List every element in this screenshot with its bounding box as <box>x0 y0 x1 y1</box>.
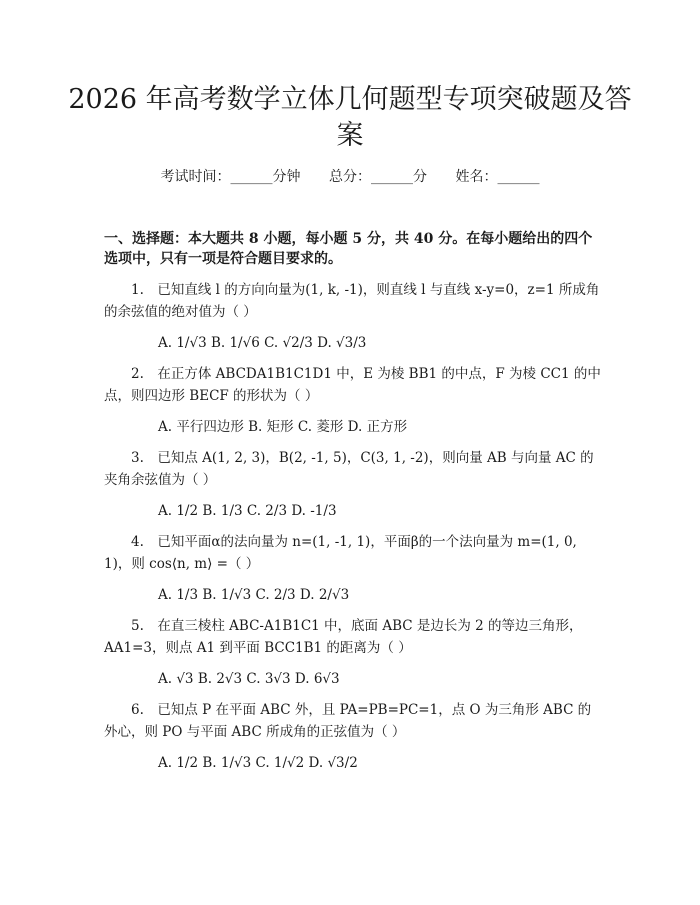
question-5-options: A. √3 B. 2√3 C. 3√3 D. 6√3 <box>158 671 340 687</box>
question-text: 6. 已知点 P 在平面 ABC 外，且 PA=PB=PC=1，点 O 为三角形 ABC 的外心，则 PO 与平面 ABC 所成角的正弦值为（ ） <box>104 702 592 740</box>
question-1-options: A. 1/√3 B. 1/√6 C. √2/3 D. √3/3 <box>158 335 367 351</box>
total-score-field: 总分：______分 <box>329 169 427 185</box>
question-text: 1. 已知直线 l 的方向向量为(1, k, -1)，则直线 l 与直线 x-y=0，z=1 所成角的余弦值的绝对值为（ ） <box>104 282 600 320</box>
question-1 <box>104 279 604 323</box>
section-heading: 一、选择题：本大题共 8 小题，每小题 5 分，共 40 分。在每小题给出的四个选项中，只有一项是符合题目要求的。 <box>104 231 593 267</box>
question-3 <box>104 447 604 491</box>
exam-time-field: 考试时间：______分钟 <box>160 169 301 185</box>
question-text: 5. 在直三棱柱 ABC-A1B1C1 中，底面 ABC 是边长为 2 的等边三角形，AA1=3，则点 A1 到平面 BCC1B1 的距离为（ ） <box>104 618 583 656</box>
exam-meta-line <box>0 167 700 187</box>
question-3-options: A. 1/2 B. 1/3 C. 2/3 D. -1/3 <box>158 503 337 519</box>
question-text: 4. 已知平面α的法向量为 n=(1, -1, 1)，平面β的一个法向量为 m=(1, 0, 1)，则 cos⟨n, m⟩ =（ ） <box>104 534 577 572</box>
question-text: 3. 已知点 A(1, 2, 3)，B(2, -1, 5)，C(3, 1, -2)，则向量 AB 与向量 AC 的夹角余弦值为（ ） <box>104 450 594 488</box>
question-5 <box>104 615 604 659</box>
document-title: 2026 年高考数学立体几何题型专项突破题及答案 <box>68 84 632 151</box>
question-6-options: A. 1/2 B. 1/√3 C. 1/√2 D. √3/2 <box>158 755 358 771</box>
question-4-options: A. 1/3 B. 1/√3 C. 2/3 D. 2/√3 <box>158 587 350 603</box>
student-name-field: 姓名：______ <box>455 169 540 185</box>
question-4 <box>104 531 604 575</box>
question-text: 2. 在正方体 ABCDA1B1C1D1 中，E 为棱 BB1 的中点，F 为棱 CC1 的中点，则四边形 BECF 的形状为（ ） <box>104 366 601 404</box>
question-2 <box>104 363 604 407</box>
question-2-options: A. 平行四边形 B. 矩形 C. 菱形 D. 正方形 <box>158 419 408 435</box>
question-6 <box>104 699 604 743</box>
